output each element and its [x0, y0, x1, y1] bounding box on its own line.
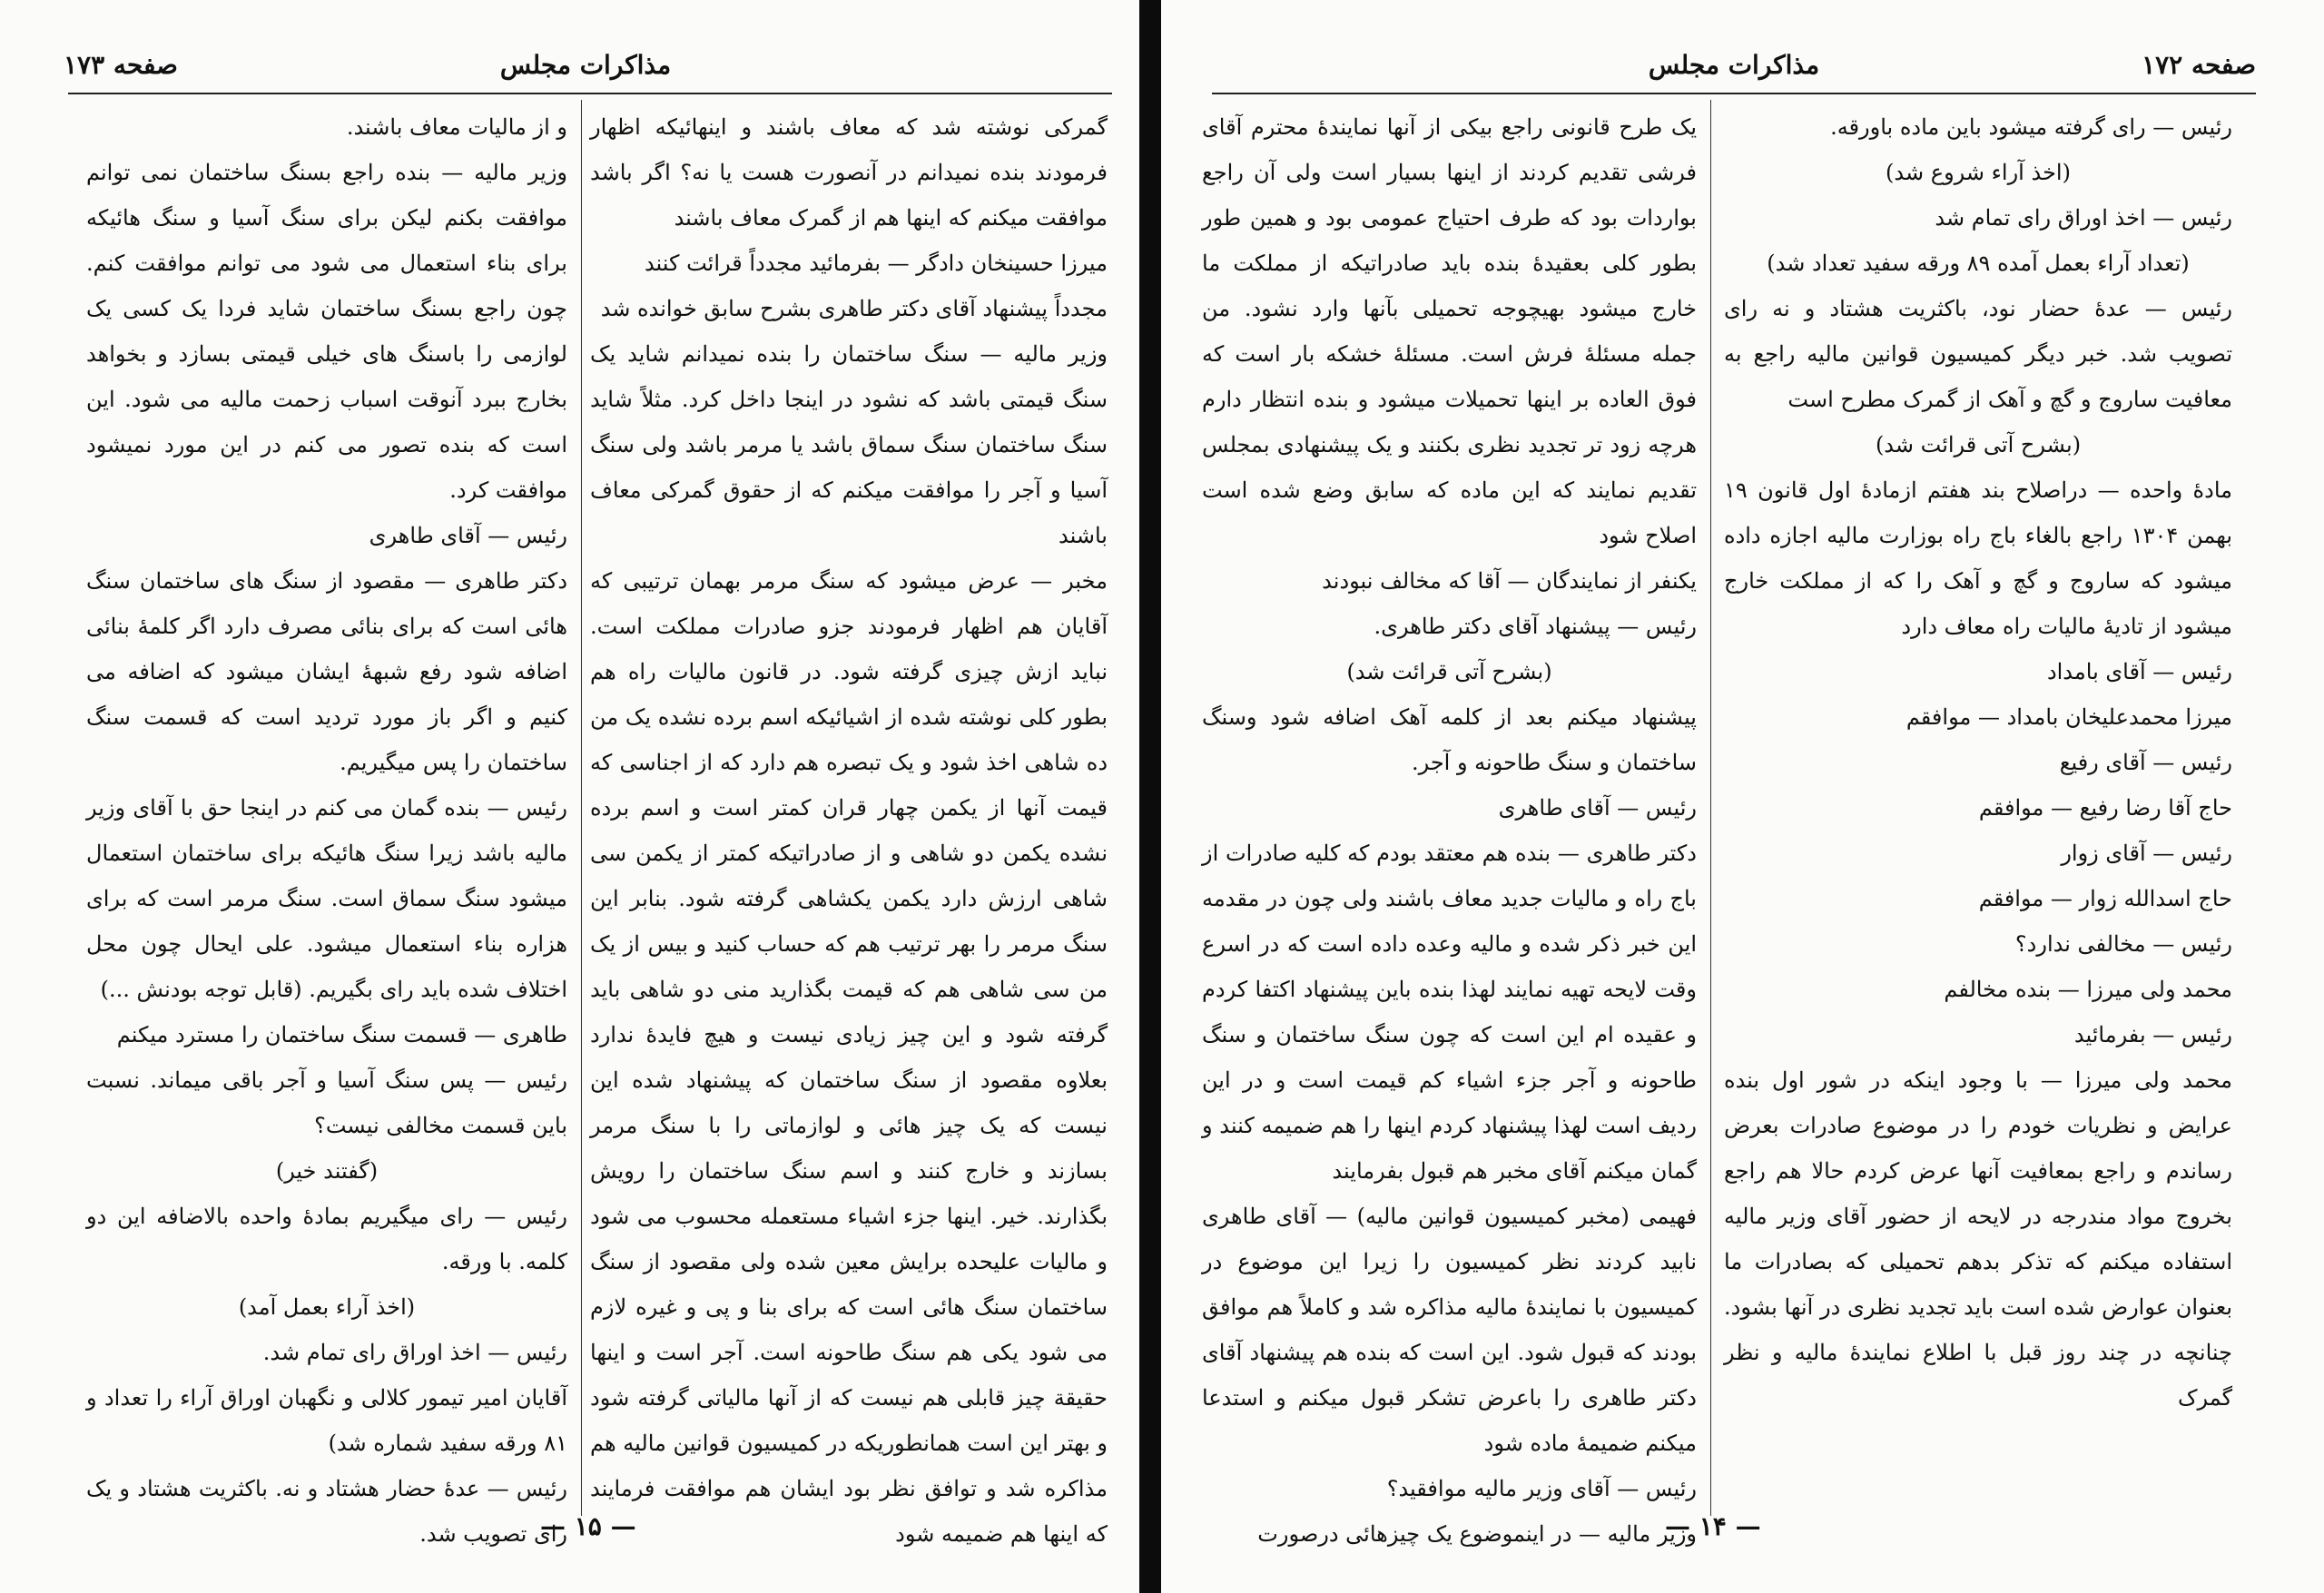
paragraph: حاج آقا رضا رفیع — موافقم: [1978, 795, 2232, 821]
left-page-column-left: [86, 104, 567, 1547]
paragraph: میرزا حسینخان دادگر — بفرمائید مجدداً قرائت کنند: [644, 251, 1108, 276]
paragraph: میرزا محمدعلیخان بامداد — موافقم: [1905, 704, 2232, 730]
paragraph: رئیس — آقای وزیر مالیه موافقید؟: [1386, 1476, 1697, 1501]
paragraph: یکنفر از نمایندگان — آقا که مخالف نبودند: [1322, 568, 1697, 594]
paragraph: دکتر طاهری — بنده هم معتقد بودم که کلیه صادرات از باج راه و مالیات جدید معاف باشند ولی چون در مقدمه این خبر ذکر شده و مالیه وعده داده است که در اسرع وقت لایحه تهیه نمایند لهذا بنده باین پیشنهاد اکتفا کردم و عقیده ام این است که چون سنگ ساختمان و سنگ طاحونه و آجر جزء اشیاء کم قیمت است و در این ردیف است لهذا پیشنهاد کردم اینها را هم ضمیمه کنند و گمان میکنم آقای مخبر هم قبول بفرمایند: [1202, 841, 1697, 1184]
paragraph: محمد ولی میرزا — با وجود اینکه در شور اول بنده عرایض و نظریات خودم را در موضوع صادرات بعرض رساندم و راجع بمعافیت آنها عرض کردم حالا هم راجع بخروج مواد مندرجه در لایحه از حضور آقای وزیر مالیه استفاده میکنم که تذکر بدهم تحمیلی که بصادرات ما بعنوان عوارض شده است باید تجدید نظری در آنها بشود. چنانچه در چند روز قبل با اطلاع نمایندهٔ مالیه و نظر گمرک: [1724, 1067, 2233, 1411]
paragraph: رئیس — آقای رفیع: [2059, 750, 2232, 775]
right-page-column-left: [1202, 104, 1697, 1547]
paragraph: رئیس — رای گرفته میشود باین ماده باورقه.: [1830, 114, 2232, 140]
paragraph: وزیر مالیه — سنگ ساختمان را بنده نمیدانم شاید یک سنگ قیمتی باشد که نشود در اینجا داخل کرد. مثلاً شاید سنگ ساختمان سنگ سماق باشد یا مرمر باشد ولی سنگ آسیا و آجر را موافقت میکنم که از حقوق گمرکی معاف باشند: [590, 341, 1108, 548]
paragraph: وزیر مالیه — بنده راجع بسنگ ساختمان نمی توانم موافقت بکنم لیکن برای سنگ آسیا و سنگ هائیکه برای بناء استعمال می شود می توانم موافقت کنم. چون راجع بسنگ ساختمان شاید فردا یک کسی یک لوازمی را باسنگ های خیلی قیمتی بسازد و بخواهد بخارج ببرد آنوقت اسباب زحمت مالیه می شود. این است که بنده تصور می کنم در این مورد نمیشود موافقت کرد.: [86, 160, 567, 503]
left-page-column-right: [590, 104, 1108, 1547]
paragraph: رئیس — پس سنگ آسیا و آجر باقی میماند. نسبت باین قسمت مخالفی نیست؟: [86, 1067, 567, 1138]
paragraph: (اخذ آراء بعمل آمد): [238, 1294, 416, 1320]
paragraph: دکتر طاهری — مقصود از سنگ های ساختمان سنگ هائی است که برای بنائی مصرف دارد اگر کلمهٔ بنائی اضافه شود رفع شبههٔ ایشان میشود که اضافه می کنیم و اگر باز مورد تردید است که قسمت سنگ ساختمان را پس میگیریم.: [86, 568, 567, 775]
right-page: [1161, 0, 2324, 1593]
paragraph: (بشرح آتی قرائت شد): [1875, 432, 2082, 457]
paragraph: (تعداد آراء بعمل آمده ۸۹ ورقه سفید تعداد شد): [1767, 251, 2190, 276]
book-gutter: [1139, 0, 1161, 1593]
right-header-rule: [1212, 93, 2256, 94]
paragraph: طاهری — قسمت سنگ ساختمان را مسترد میکنم: [116, 1022, 567, 1047]
paragraph: رئیس — رای میگیریم بمادهٔ واحده بالاضافه این دو کلمه. با ورقه.: [86, 1204, 567, 1274]
paragraph: آقایان امیر تیمور کلالی و نگهبان اوراق آراء را تعداد و ۸۱ ورقه سفید شماره شد): [86, 1385, 567, 1456]
right-page-footer: — ۱۴ —: [1665, 1511, 1761, 1541]
paragraph: رئیس — مخالفی ندارد؟: [2014, 931, 2232, 957]
right-page-title: مذاکرات مجلس: [1648, 50, 1820, 80]
paragraph: رئیس — آقای بامداد: [2046, 659, 2232, 684]
right-page-number: صفحه ۱۷۲: [2142, 50, 2256, 80]
paragraph: رئیس — بفرمائید: [2073, 1022, 2232, 1047]
paragraph: رئیس — آقای زوار: [2061, 841, 2232, 866]
paragraph: (گفتند خیر): [275, 1158, 379, 1184]
paragraph: رئیس — بنده گمان می کنم در اینجا حق با آقای وزیر مالیه باشد زیرا سنگ هائیکه برای ساختمان استعمال میشود سنگ سماق است. سنگ مرمر است که برای هزاره بناء استعمال میشود. علی ایحال چون محل اختلاف شده باید رای بگیریم. (قابل توجه بودنش ...): [86, 795, 567, 1002]
paragraph: رئیس — عدهٔ حضار نود، باکثریت هشتاد و نه رای تصویب شد. خبر دیگر کمیسیون قوانین مالیه راجع به معافیت ساروج و گچ و آهک از گمرک مطرح است: [1724, 296, 2232, 412]
left-header-rule: [68, 93, 1112, 94]
right-page-column-right: [1724, 104, 2232, 1507]
paragraph: گمرکی نوشته شد که معاف باشند و اینهائیکه اظهار فرمودند بنده نمیدانم در آنصورت هست یا نه؟ اگر باشد موافقت میکنم که اینها هم از گمرک معاف باشند: [590, 114, 1108, 231]
paragraph: یک طرح قانونی راجع بیکی از آنها نمایندهٔ محترم آقای فرشی تقدیم کردند از اینها بسیار است ولی آن راجع بواردات بود که طرف احتیاج عمومی بود و همین طور بطور کلی بعقیدهٔ بنده باید صادراتیکه از مملکت ما خارج میشود بهیچوجه تحمیلی بآنها وارد نشود. من جمله مسئلهٔ فرش است. مسئلهٔ خشکه بار است که فوق العاده بر اینها تحمیلات میشود و بنده انتظار دارم هرچه زود تر تجدید نظری بکنند و یک پیشنهادی بمجلس تقدیم نمایند که این ماده که سابق وضع شده است اصلاح شود: [1202, 114, 1697, 548]
right-column-divider: [1710, 100, 1711, 1516]
paragraph: محمد ولی میرزا — بنده مخالفم: [1944, 977, 2232, 1002]
paragraph: رئیس — اخذ اوراق رای تمام شد.: [262, 1340, 567, 1365]
paragraph: رئیس — اخذ اوراق رای تمام شد: [1935, 205, 2232, 231]
paragraph: مجدداً پیشنهاد آقای دکتر طاهری بشرح سابق خوانده شد: [600, 296, 1108, 321]
paragraph: رئیس — آقای طاهری: [369, 523, 567, 548]
left-page-number: صفحه ۱۷۳: [64, 50, 178, 80]
paragraph: مادهٔ واحده — دراصلاح بند هفتم ازمادهٔ اول قانون ۱۹ بهمن ۱۳۰۴ راجع بالغاء باج راه بوزارت مالیه اجازه داده میشود که ساروج و گچ و آهک را که از مملکت خارج میشود از تادیهٔ مالیات راه معاف دارد: [1724, 477, 2232, 639]
paragraph: رئیس — پیشنهاد آقای دکتر طاهری.: [1374, 614, 1697, 639]
paragraph: حاج اسدالله زوار — موافقم: [1978, 886, 2232, 911]
paragraph: (اخذ آراء شروع شد): [1886, 160, 2071, 185]
paragraph: مخبر — عرض میشود که سنگ مرمر بهمان ترتیبی که آقایان هم اظهار فرمودند جزو صادرات مملکت است. نباید ازش چیزی گرفته شود. در قانون مالیات راه هم بطور کلی نوشته شده از اشیائیکه اسم برده نشده یک من ده شاهی اخذ شود و یک تبصره هم دارد که از اجناسی که قیمت آنها از یکمن چهار قران کمتر است و اسم برده نشده یکمن دو شاهی و از صادراتیکه کمتر از یکمن سی شاهی ارزش دارد یکمن یکشاهی گرفته شود. بنابر این سنگ مرمر را بهر ترتیب هم که حساب کنید و بیس از یک من سی شاهی هم که قیمت بگذارید منی دو شاهی باید گرفته شود و این چیز زیادی نیست و هیچ فایدهٔ ندارد بعلاوه مقصود از سنگ ساختمان که پیشنهاد شده این نیست که یک چیز هائی و لوازماتی را با سنگ مرمر بسازند و خارج کنند و اسم سنگ ساختمان را رویش بگذارند. خیر. اینها جزء اشیاء مستعمله محسوب می شود و مالیات علیحده برایش معین شده ولی مقصود از سنگ ساختمان سنگ هائی است که برای بنا و پی و غیره لازم می شود یکی هم سنگ طاحونه است. آجر است و اینها حقیقة چیز قابلی هم نیست که از آنها مالیاتی گرفته شود و بهتر این است همانطوریکه در کمیسیون قوانین مالیه هم مذاکره شد و توافق نظر بود ایشان هم موافقت فرمایند که اینها هم ضمیمه شود: [590, 568, 1108, 1547]
paragraph: و از مالیات معاف باشند.: [346, 114, 567, 140]
paragraph: (بشرح آتی قرائت شد): [1346, 659, 1552, 684]
paragraph: رئیس — عدهٔ حضار هشتاد و نه. باکثریت هشتاد و یک رای تصویب شد.: [86, 1476, 567, 1547]
left-page-title: مذاکرات مجلس: [499, 50, 672, 80]
paragraph: فهیمی (مخبر کمیسیون قوانین مالیه) — آقای طاهری نابید کردند نظر کمیسیون را زیرا این موضوع در کمیسیون با نمایندهٔ مالیه مذاکره شد و کاملاً هم موافق بودند که قبول شود. این است که بنده هم پیشنهاد آقای دکتر طاهری را باعرض تشکر قبول میکنم و استدعا میکنم ضمیمهٔ ماده شود: [1202, 1204, 1697, 1456]
paragraph: رئیس — آقای طاهری: [1498, 795, 1697, 821]
paragraph: وزیر مالیه — در اینموضوع یک چیزهائی درصورت: [1257, 1521, 1697, 1547]
left-page-header: [64, 50, 1108, 90]
left-column-divider: [581, 100, 582, 1516]
right-page-header: [1212, 50, 2256, 90]
paragraph: پیشنهاد میکنم بعد از کلمه آهک اضافه شود وسنگ ساختمان و سنگ طاحونه و آجر.: [1202, 704, 1697, 775]
left-page-footer: — ۱۵ —: [540, 1511, 636, 1541]
left-page: [0, 0, 1139, 1593]
